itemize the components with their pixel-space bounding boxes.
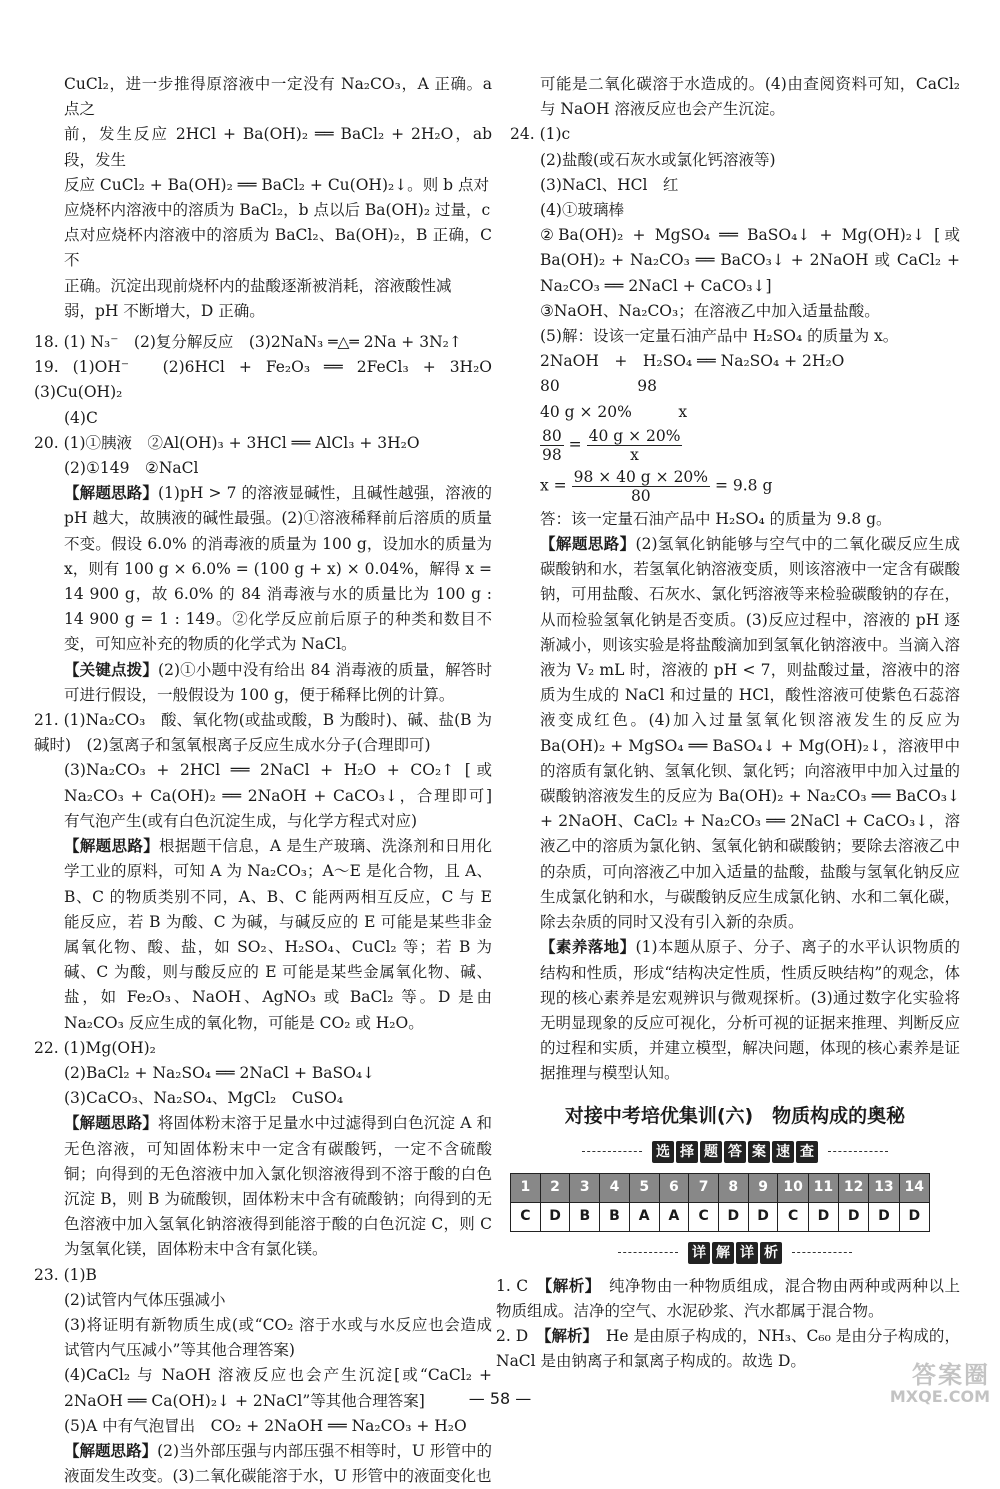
answer-20: 20. (1)①胰液 ②Al(OH)₃ + 3HCl ══ AlCl₃ + 3H₂O bbox=[34, 433, 420, 452]
table-answer-cell: D bbox=[839, 1202, 869, 1231]
section-title: 对接中考培优集训(六) 物质构成的奥秘 bbox=[564, 1104, 906, 1127]
table-header-cell: 1 bbox=[511, 1173, 541, 1202]
calc-quantities: 40 g × 20% x bbox=[540, 402, 688, 421]
literacy-note: 【素养落地】(1)本题从原子、分子、离子的水平认识物质的结构和性质，形成“结构决定性质，性质反映结构”的观念，体现的核心素养是宏观辨识与微观探析。(3)通过数字化实验将无明显现象的反应可视化，分析可视的证据来推理、判断反应的过程和实质，并建立模型，解决问题，体现的核心素养是证据推理与模型认知。 bbox=[540, 938, 960, 1083]
table-header-cell: 2 bbox=[540, 1173, 570, 1202]
table-header-cell: 14 bbox=[899, 1173, 929, 1202]
answer-22-part2: (2)BaCl₂ + Na₂SO₄ ══ 2NaCl + BaSO₄↓ bbox=[64, 1063, 376, 1082]
table-header-cell: 10 bbox=[778, 1173, 808, 1202]
ideas-label: 【解题思路】 bbox=[540, 535, 636, 554]
answer-18: 18. (1) N₃⁻ (2)复分解反应 (3)2NaN₃ ═△═ 2Na + 3N₂↑ bbox=[34, 333, 462, 352]
answer-22-part3: (3)CaCO₃、Na₂SO₄、MgCl₂ CuSO₄ bbox=[64, 1089, 344, 1108]
right-column bbox=[496, 72, 960, 1374]
detailed-analysis-banner: 详 解 详 析 bbox=[510, 1242, 960, 1264]
table-header-cell: 8 bbox=[718, 1173, 748, 1202]
table-answer-cell: B bbox=[600, 1202, 630, 1231]
table-answer-cell: A bbox=[629, 1202, 659, 1231]
answer-23-part2: (2)试管内气体压强减小 bbox=[64, 1290, 226, 1309]
table-answer-cell: D bbox=[748, 1202, 778, 1231]
answer-24: 24. (1)c bbox=[510, 125, 571, 144]
table-answer-cell: D bbox=[899, 1202, 929, 1231]
left-continuation-line: 点对应烧杯内溶液中的溶质为 BaCl₂、Ba(OH)₂，B 正确，C 不 bbox=[64, 226, 492, 270]
table-answer-cell: C bbox=[689, 1202, 719, 1231]
answer-table bbox=[510, 1173, 930, 1232]
ideas-label: 【解题思路】 bbox=[64, 484, 158, 503]
left-continuation-line: 正确。沉淀出现前烧杯内的盐酸逐渐被消耗，溶液酸性减 bbox=[64, 276, 452, 295]
answer-22: 22. (1)Mg(OH)₂ bbox=[34, 1038, 156, 1057]
answer-21: 21. (1)Na₂CO₃ 酸、氧化物(或盐或酸，B 为酸时)、碱、盐(B 为碱时) (2)氢离子和氢氧根离子反应生成水分子(合理即可) bbox=[34, 711, 492, 755]
ideas-label: 【解题思路】 bbox=[64, 1441, 158, 1460]
answer-24-part4b: ②Ba(OH)₂ + MgSO₄ ══ BaSO₄↓ + Mg(OH)₂↓ [或 Ba(OH)₂ + Na₂CO₃ ══ BaCO₃↓ + 2NaOH 或 CaCl₂ + Na₂CO₃ ══ 2NaCl + CaCO₃↓] bbox=[540, 226, 960, 295]
calc-proportion: $\frac{80}{98}$ = $\frac{40 g \times 20\%}{x}$ bbox=[542, 426, 681, 464]
left-continuation-line: 反应 CuCl₂ + Ba(OH)₂ ══ BaCl₂ + Cu(OH)₂↓。则 b 点对 bbox=[64, 175, 489, 194]
answer-20-part2: (2)①149 ②NaCl bbox=[64, 459, 199, 478]
table-header-cell: 12 bbox=[839, 1173, 869, 1202]
table-answer-cell: D bbox=[540, 1202, 570, 1231]
watermark-logo: 答案圈 MXQE.COM bbox=[889, 1361, 990, 1406]
literacy-label: 【素养落地】 bbox=[540, 938, 636, 957]
left-continuation-line: 前，发生反应 2HCl + Ba(OH)₂ ══ BaCl₂ + 2H₂O，ab 段，发生 bbox=[64, 125, 492, 169]
table-answer-cell: B bbox=[570, 1202, 600, 1231]
answer-24-ideas: 【解题思路】(2)氢氧化钠能够与空气中的二氧化碳反应生成碳酸钠和水，若氢氧化钠溶液变质，则该溶液中一定含有碳酸钠，可用盐酸、石灰水、氯化钙溶液等来检验碳酸钠的存在，从而检验氢氧化钠是否变质。(3)反应过程中，溶液的 pH 逐渐减小，则该实验是将盐酸滴加到氢氧化钠溶液中。当滴入溶液为 V₂ mL 时，溶液的 pH < 7，则盐酸过量，溶液中的溶质为生成的 NaCl 和过量的 HCl，酸性溶液可使紫色石蕊溶液变成红色。(4)加入过量氢氧化钡溶液发生的反应为 Ba(OH)₂ + MgSO₄ ══ BaSO₄↓ + Mg(OH)₂↓，溶液甲中的溶质有氯化钠、氢氧化钡、氯化钙；向溶液甲中加入过量的碳酸钠溶液发生的反应为 Ba(OH)₂ + Na₂CO₃ ══ BaCO₃↓ + 2NaOH、CaCl₂ + Na₂CO₃ ══ 2NaCl + CaCO₃↓，溶液乙中的溶质为氯化钠、氢氧化钠和碳酸钠；要除去溶液乙中的杂质，可向溶液乙中加入适量的盐酸，盐酸与氢氧化钠反应生成氯化钠和水，与碳酸钠反应生成氯化钠、水和二氧化碳，除去杂质的同时又没有引入新的杂质。 bbox=[540, 535, 960, 932]
page-number: — 58 — bbox=[468, 1389, 532, 1408]
answer-20-ideas: 【解题思路】(1)pH > 7 的溶液显碱性，且碱性越强，溶液的 pH 越大，故胰液的碱性最强。(2)①溶液稀释前后溶质的质量不变。假设 6.0% 的消毒液的质量为 100 g，设加水的质量为 x，则有 100 g × 6.0% = (100 g + x) × 0.04%，解得 x = 14 900 g，故 6.0% 的 84 消毒液与水的质量比为 100 g : 14 900 g = 1 : 149。②化学反应前后原子的种类和数目不变，可知应补充的物质的化学式为 NaCl。 bbox=[64, 484, 492, 654]
table-header-cell: 9 bbox=[748, 1173, 778, 1202]
table-header-cell: 5 bbox=[629, 1173, 659, 1202]
table-answer-cell: A bbox=[659, 1202, 689, 1231]
analysis-1: 1. C 【解析】 纯净物由一种物质组成，混合物由两种或两种以上物质组成。洁净的空气、水泥砂浆、汽水都属于混合物。 bbox=[496, 1276, 960, 1320]
answer-24-part5: (5)解：设该一定量石油产品中 H₂SO₄ 的质量为 x。 bbox=[540, 327, 899, 346]
answer-19-part4: (4)C bbox=[64, 408, 98, 427]
table-header-cell: 11 bbox=[808, 1173, 838, 1202]
table-header-cell: 6 bbox=[659, 1173, 689, 1202]
fraction: $\frac{98 \times 40 g \times 20\%}{80}$ bbox=[573, 467, 709, 505]
left-continuation-line: CuCl₂，进一步推得原溶液中一定没有 Na₂CO₃，A 正确。a 点之 bbox=[64, 75, 492, 119]
analysis-2: 2. D 【解析】 He 是由原子构成的，NH₃、C₆₀ 是由分子构成的，NaCl 是由钠离子和氯离子构成的。故选 D。 bbox=[496, 1326, 960, 1371]
answer-24-part3: (3)NaCl、HCl 红 bbox=[540, 175, 679, 194]
ideas-label: 【解题思路】 bbox=[64, 1114, 158, 1133]
answer-19: 19. (1)OH⁻ (2)6HCl + Fe₂O₃ ══ 2FeCl₃ + 3H₂O (3)Cu(OH)₂ bbox=[34, 358, 508, 402]
table-answer-cell: D bbox=[718, 1202, 748, 1231]
answer-21-ideas: 【解题思路】根据题干信息，A 是生产玻璃、洗涤剂和日用化学工业的原料，可知 A 为 Na₂CO₃；A～E 是化合物，且 A、B、C 的物质类别不同，A、B、C 能两两相互反应，C 与 E 能反应，若 B 为酸、C 为碱，与碱反应的 E 可能是某些非金属氧化物、酸、盐，如 SO₂、H₂SO₄、CuCl₂ 等；若 B 为碱、C 为酸，则与酸反应的 E 可能是某些金属氧化物、碱、盐，如 Fe₂O₃、NaOH、AgNO₃ 或 BaCl₂ 等。D 是由 Na₂CO₃ 反应生成的氧化物，可能是 CO₂ 或 H₂O。 bbox=[64, 837, 492, 1032]
table-answer-cell: D bbox=[808, 1202, 838, 1231]
table-header-cell: 3 bbox=[570, 1173, 600, 1202]
quick-answers-banner: 选 择 题 答 案 速 查 bbox=[510, 1141, 960, 1163]
answer-24-part4: (4)①玻璃棒 bbox=[540, 201, 624, 220]
answer-23: 23. (1)B bbox=[34, 1265, 97, 1284]
answer-24-part2: (2)盐酸(或石灰水或氯化钙溶液等) bbox=[540, 150, 776, 169]
left-continuation-line: 弱，pH 不断增大，D 正确。 bbox=[64, 301, 265, 320]
answer-21-part3: (3)Na₂CO₃ + 2HCl ══ 2NaCl + H₂O + CO₂↑ [或 Na₂CO₃ + Ca(OH)₂ ══ 2NaOH + CaCO₃↓，合理即可] 有气泡产生(或有白色沉淀生成，与化学方程式对应) bbox=[64, 761, 524, 830]
right-continuation: 可能是二氧化碳溶于水造成的。(4)由查阅资料可知，CaCl₂ 与 NaOH 溶液反应也会产生沉淀。 bbox=[540, 75, 960, 119]
key-label: 【关键点拨】 bbox=[64, 660, 159, 679]
answer-22-ideas: 【解题思路】将固体粉末溶于足量水中过滤得到白色沉淀 A 和无色溶液，可知固体粉末中一定含有碳酸钙，一定不含硫酸铜；向得到的无色溶液中加入氯化钡溶液得到不溶于酸的白色沉淀 B，则 B 为硫酸钡，固体粉末中含有硫酸钠；向得到的无色溶液中加入氢氧化钠溶液得到能溶于酸的白色沉淀 C，则 C 为氢氧化镁，固体粉末中含有氯化镁。 bbox=[64, 1114, 492, 1259]
ideas-label: 【解题思路】 bbox=[64, 837, 160, 856]
calc-equation: 2NaOH + H₂SO₄ ══ Na₂SO₄ + 2H₂O bbox=[540, 352, 845, 371]
table-answer-cell: D bbox=[869, 1202, 899, 1231]
table-header-cell: 4 bbox=[600, 1173, 630, 1202]
table-header-cell: 7 bbox=[689, 1173, 719, 1202]
table-answer-cell: C bbox=[778, 1202, 808, 1231]
answer-20-key: 【关键点拨】(2)①小题中没有给出 84 消毒液的质量，解答时可进行假设，一般假设为 100 g，便于稀释比例的计算。 bbox=[64, 660, 492, 704]
answer-23-part4: (4)CaCl₂ 与 NaOH 溶液反应也会产生沉淀[或“CaCl₂ + 2NaOH ══ Ca(OH)₂↓ + 2NaCl”等其他合理答案] bbox=[64, 1366, 492, 1410]
left-continuation-line: 应烧杯内溶液中的溶质为 BaCl₂，b 点以后 Ba(OH)₂ 过量，c bbox=[64, 201, 491, 220]
calc-masses: 80 98 bbox=[540, 377, 657, 396]
answer-23-part5: (5)A 中有气泡冒出 CO₂ + 2NaOH ══ Na₂CO₃ + H₂O bbox=[64, 1416, 467, 1435]
table-answer-cell: C bbox=[511, 1202, 541, 1231]
fraction: $\frac{80}{98}$ bbox=[542, 426, 562, 464]
calc-answer: 答：该一定量石油产品中 H₂SO₄ 的质量为 9.8 g。 bbox=[540, 509, 892, 528]
answer-23-part3: (3)将证明有新物质生成(或“CO₂ 溶于水或与水反应也会造成试管内气压减小”等其他合理答案) bbox=[64, 1315, 492, 1360]
answer-23-ideas: 【解题思路】(2)当外部压强与内部压强不相等时，U 形管中的液面发生改变。(3)二氧化碳能溶于水，U 形管中的液面变化也 bbox=[64, 1441, 492, 1486]
fraction: $\frac{40 g \times 20\%}{x}$ bbox=[588, 426, 681, 464]
calc-result: x = $\frac{98 \times 40 g \times 20\%}{80}$ = 9.8 g bbox=[540, 467, 773, 505]
answer-24-part4c: ③NaOH、Na₂CO₃；在溶液乙中加入适量盐酸。 bbox=[540, 301, 880, 320]
table-header-cell: 13 bbox=[869, 1173, 899, 1202]
